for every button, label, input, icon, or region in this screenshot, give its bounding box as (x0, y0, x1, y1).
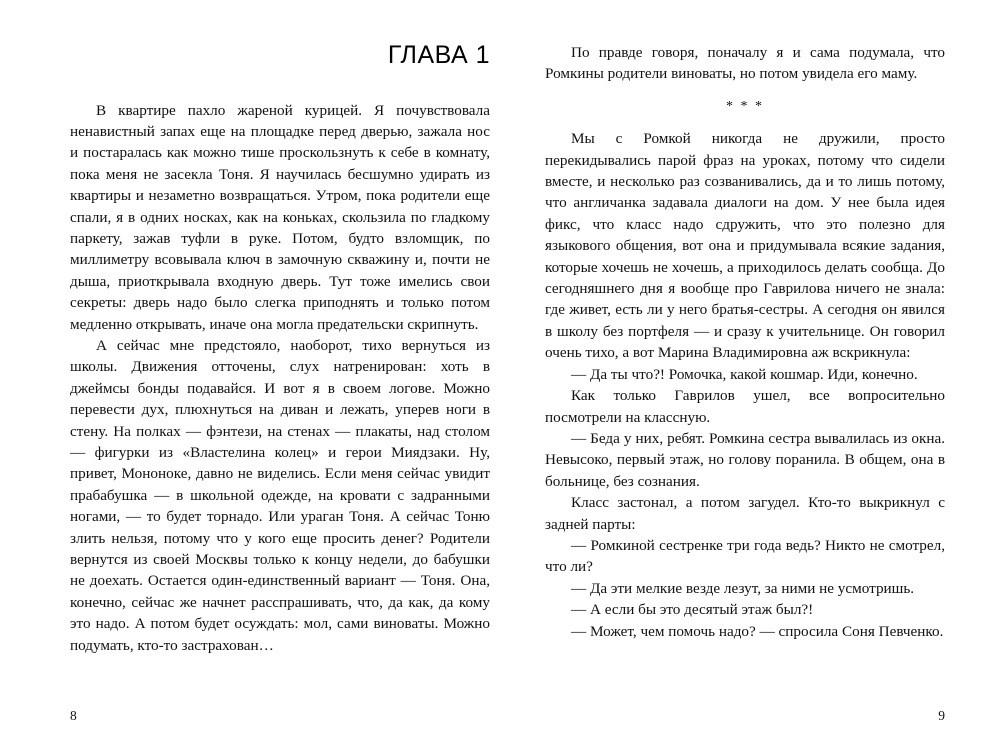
page-number-right: 9 (938, 707, 945, 723)
paragraph: А сейчас мне предстояло, наоборот, тихо вернуться из школы. Движения отточены, слух натренирован: хоть в джеймсы бонды подавайся. И вот я в своем логове. Можно перевести дух, плюхнуться на диван и лежать, уперев ноги в стену. На полках — фэнтези, на стенах — плакаты, над столом — фигурки из «Властелина колец» и герои Миядзаки. Ну, привет, Мононоке, давно не виделись. Если меня сейчас увидит прабабушка — в школьной одежде, на кровати с задранными ногами, — то будет торнадо. Или ураган Тоня. А сейчас Тоню злить нельзя, потому что у кого еще просить денег? Родители вернутся из своей Москвы только к концу недели, до бабушки не доехать. Остается один-единственный вариант — Тоня. Она, конечно, сейчас же начнет расспрашивать, что, да как, да кому это надо. А потом будет осуждать: мол, сами виноваты. Можно подумать, кто-то застрахован… (70, 336, 490, 654)
dialogue-line: — Да эти мелкие везде лезут, за ними не усмотришь. (571, 579, 915, 597)
page-gutter (499, 0, 501, 750)
right-page-text-block (545, 42, 945, 642)
dialogue-line: — А если бы это десятый этаж был?! (571, 601, 814, 619)
paragraph: По правде говоря, поначалу я и сама подумала, что Ромкины родители виноваты, но потом увидела его маму. (545, 44, 945, 83)
page-number-left: 8 (70, 707, 77, 723)
paragraph: Класс застонал, а потом загудел. Кто-то выкрикнул с задней парты: (545, 494, 945, 533)
dialogue-line: — Ромкиной сестренке три года ведь? Никто не смотрел, что ли? (545, 536, 945, 576)
paragraph: В квартире пахло жареной курицей. Я почувствовала ненавистный запах еще на площадке перед дверью, зажала нос и постаралась как можно тише проскользнуть к себе в комнату, пока меня не засекла Тоня. Я научилась бесшумно удирать из квартиры и незаметно возвращаться. Утром, пока родители еще спали, я в одних носках, как на коньках, скользила по гладкому паркету, зажав туфли в руке. Потом, будто взломщик, по миллиметру всовывала ключ в замочную скважину и, почти не дыша, приоткрывала входную дверь. Тут тоже имелись свои секреты: дверь надо было слегка приподнять и только потом медленно открывать, иначе она могла предательски скрипнуть. (70, 101, 490, 333)
right-page (500, 0, 1000, 750)
scene-break-separator: * * * (726, 98, 764, 114)
chapter-title: ГЛАВА 1 (387, 41, 490, 69)
dialogue-line: — Может, чем помочь надо? — спросила Соня Певченко. (571, 622, 944, 640)
dialogue-line: — Да ты что?! Ромочка, какой кошмар. Иди, конечно. (571, 365, 918, 383)
dialogue-line: — Беда у них, ребят. Ромкина сестра вывалилась из окна. Невысоко, первый этаж, но голову поранила. В общем, она в больнице, без сознания. (545, 429, 945, 490)
paragraph: Как только Гаврилов ушел, все вопросительно посмотрели на классную. (545, 387, 945, 426)
left-page-text-block (70, 42, 490, 656)
paragraph: Мы с Ромкой никогда не дружили, просто перекидывались парой фраз на уроках, потому что сидели вместе, и несколько раз созванивались, да и то лишь потому, что англичанка задавала диалоги на дом. У нее была идея фикс, что класс надо сдружить, что это полезно для языкового общения, вот она и придумывала всякие задания, которые хочешь не хочешь, а приходилось делать сообща. До сегодняшнего дня я вообще про Гаврилова ничего не знала: где живет, есть ли у него братья-сестры. А сегодня он явился в школу без портфеля — и сразу к учительнице. Он говорил очень тихо, а вот Марина Владимировна аж вскрикнула: (545, 130, 945, 362)
